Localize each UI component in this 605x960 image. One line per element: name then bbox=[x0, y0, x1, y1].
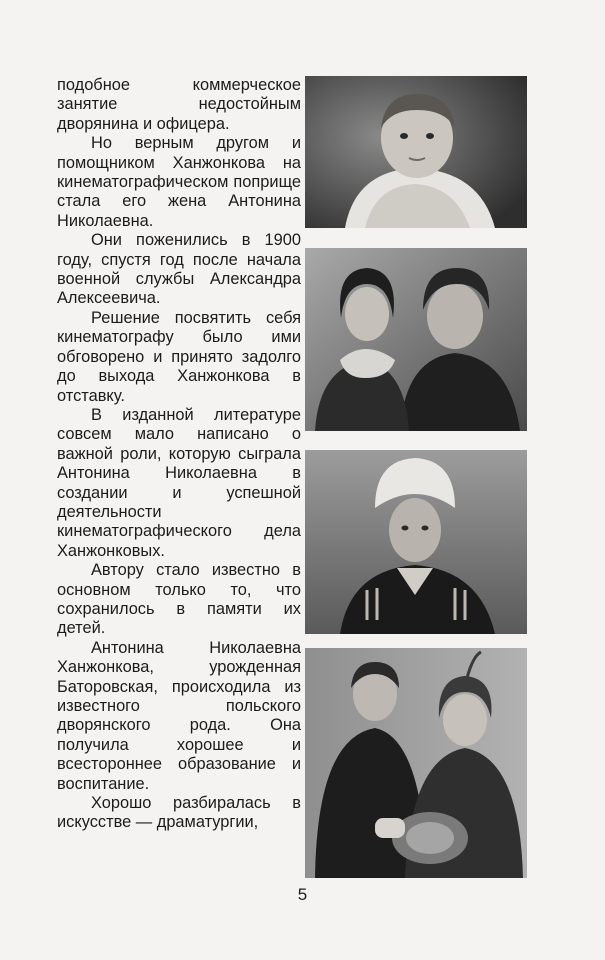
paragraph: Антонина Николаевна Ханжонкова, урожденная Баторовская, происходила из известного польского дворянского рода. Она получила хорошее и всестороннее образование и воспитание. bbox=[57, 638, 301, 793]
photo-young-man-and-woman-portrait bbox=[305, 648, 527, 878]
body-text-column bbox=[57, 76, 301, 833]
toddler-photo-image bbox=[305, 76, 527, 228]
couple-photo-image bbox=[305, 648, 527, 878]
paragraph: В изданной литературе совсем мало написано о важной роли, которую сыграла Антонина Николаевна в создании и успешной деятельности кинематографического дела Ханжонковых. bbox=[57, 405, 301, 560]
paragraph: подобное коммерческое занятие недостойным дворянина и офицера. bbox=[57, 76, 301, 133]
photo-boy-in-fur-hat-portrait bbox=[305, 450, 527, 634]
photo-woman-with-child-portrait bbox=[305, 248, 527, 431]
paragraph: Хорошо разбиралась в искусстве — драматургии, bbox=[57, 794, 301, 832]
page-number: 5 bbox=[297, 885, 308, 904]
paragraph: Автору стало известно в основном только то, что сохранилось в памяти их детей. bbox=[57, 561, 301, 638]
paragraph: Решение посвятить себя кинематографу было ими обговорено и принято задолго до выхода Ханжонкова в отставку. bbox=[57, 308, 301, 405]
paragraph: Но верным другом и помощником Ханжонкова на кинематографическом поприще стала его жена Антонина Николаевна. bbox=[57, 134, 301, 230]
paragraph: Они поженились в 1900 году, спустя год после начала военной службы Александра Алексеевича. bbox=[57, 231, 301, 308]
woman-child-photo-image bbox=[305, 248, 527, 431]
boy-photo-image bbox=[305, 450, 527, 634]
photo-toddler-portrait bbox=[305, 76, 527, 228]
